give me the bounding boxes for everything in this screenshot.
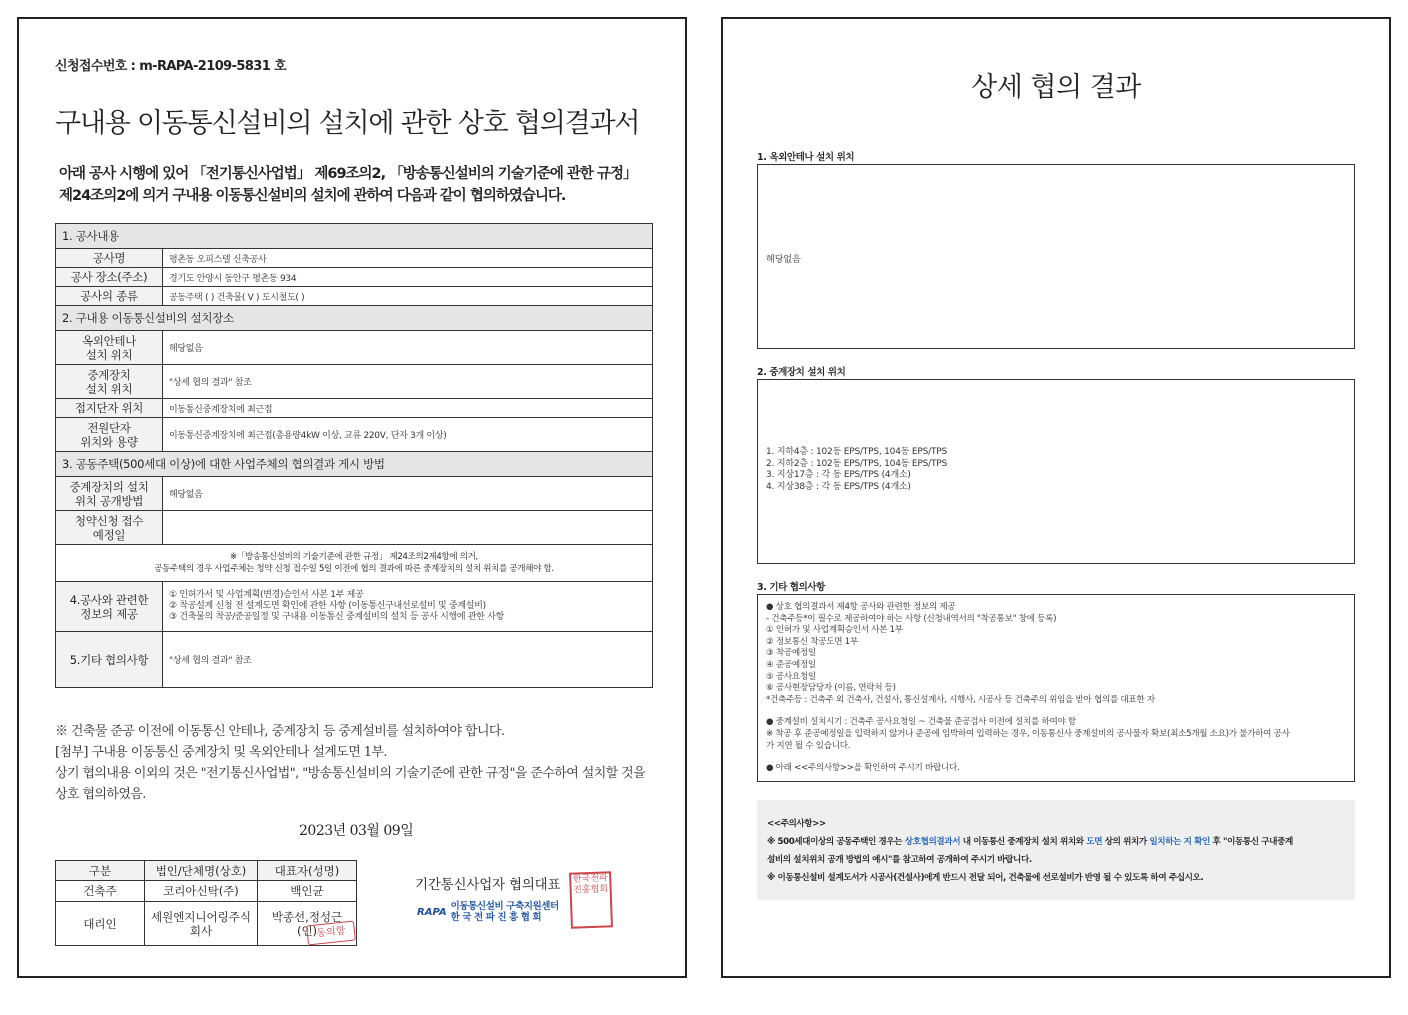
notice-highlight: 상호협의결과서 — [904, 837, 961, 847]
registration-number: 신청접수번호 : m-RAPA-2109-5831 호 — [55, 59, 287, 74]
subscription-label — [56, 511, 163, 545]
section-3-header: 3. 공동주택(500세대 이상)에 대한 사업주체의 협의결과 게시 방법 — [56, 452, 653, 477]
antenna-box — [757, 164, 1355, 349]
other-line: *건축주등 : 건축주 외 건축사, 건설사, 통신설계사, 시행사, 시공사 등 건축주의 위임을 받아 협의를 대표한 자 — [766, 694, 1155, 705]
other-line: ● 중계설비 설치시기 : 건축주 공사요청일 ~ 건축물 준공검사 이전에 설치를 하여야 함 — [766, 717, 1076, 728]
other-line: ※ 착공 후 준공예정일을 입력하지 않거나 준공에 임박하여 입력하는 경우, 이동통신사 중계설비의 공사물자 확보(최소5개월 소요)가 불가하여 공사 — [766, 728, 1290, 739]
agreement-form-page — [17, 17, 687, 978]
carrier-representative: 기간통신사업자 협의대표 — [415, 877, 561, 893]
info-item-2: ② 착공설계 신청 전 설계도면 확인에 관한 사항 (이동통신구내선로설비 및 중계설비) — [169, 601, 486, 611]
closing-line-4: 상호 협의하였음. — [55, 787, 146, 802]
other-line: ● 아래 <<주의사항>>을 확인하여 주시기 바랍니다. — [766, 763, 960, 774]
relay-lines — [766, 447, 947, 493]
subscription-value — [163, 511, 653, 545]
notice-line-2: 설비의 설치위치 공개 방법의 예시"를 참고하여 공개하여 주시기 바랍니다. — [767, 855, 1032, 865]
disclose-value: 해당없음 — [163, 477, 653, 511]
power-label — [56, 418, 163, 452]
disclose-label-line-2: 위치 공개방법 — [74, 493, 144, 508]
info-value — [163, 582, 653, 632]
disclose-label-line-1: 중계장치의 설치 — [69, 479, 149, 494]
detail-title: 상세 협의 결과 — [971, 72, 1141, 103]
intro-paragraph — [59, 163, 659, 207]
regulation-note-line-2: 공동주택의 경우 사업주체는 청약 신청 접수일 5일 이전에 협의 결과에 따른 중계장치의 설치 위치를 공개해야 함. — [154, 564, 554, 574]
regulation-note — [56, 545, 653, 582]
relay-line: 1. 지하4층 : 102동 EPS/TPS, 104동 EPS/TPS — [766, 447, 947, 457]
type-label: 공사의 종류 — [56, 287, 163, 306]
relay-line: 2. 지하2층 : 102동 EPS/TPS, 104동 EPS/TPS — [766, 458, 947, 469]
official-seal: 한국전파진흥협회 — [569, 871, 613, 928]
power-label-line-2: 위치와 용량 — [80, 434, 138, 449]
notice-line-3: ※ 이동통신설비 설계도서가 시공사(건설사)에게 반드시 전달 되어, 건축물에 선로설비가 반영 될 수 있도록 하여 주십시오. — [767, 873, 1204, 883]
agent-rep-line-2: (인) — [296, 923, 318, 938]
section-2-header: 2. 구내용 이동통신설비의 설치장소 — [56, 306, 653, 331]
closing-line-1: ※ 건축물 준공 이전에 이동통신 안테나, 중계장치 등 중계설비를 설치하여야 합니다. — [55, 724, 505, 739]
notice-text: ※ 500세대이상의 공동주택인 경우는 — [767, 837, 905, 847]
relay-heading: 2. 중계장치 설치 위치 — [757, 367, 846, 378]
other-line: ⑤ 공사요청일 — [766, 671, 816, 682]
info-label-line-2: 정보의 제공 — [80, 606, 138, 621]
other-line: ③ 착공예정일 — [766, 648, 816, 659]
antenna-label-line-1: 옥외안테나 — [81, 333, 137, 348]
rapa-logo: RAPA — [417, 906, 447, 918]
owner-role: 건축주 — [56, 881, 145, 902]
other-line: - 건축주등*이 필수로 제공하여야 하는 사항 (신청내역서의 "착공통보" 창에 등록) — [766, 613, 1057, 624]
subscription-label-line-1: 청약신청 접수 — [74, 513, 144, 528]
ground-label: 접지단자 위치 — [56, 399, 163, 418]
agreement-date: 2023년 03월 09일 — [299, 823, 414, 839]
antenna-label — [56, 331, 163, 365]
rapa-name — [451, 901, 559, 923]
owner-corp: 코리아신탁(주) — [145, 881, 258, 902]
type-value: 공동주택 ( ) 건축물( V ) 도시철도( ) — [163, 287, 653, 306]
power-label-line-1: 전원단자 — [87, 420, 131, 435]
other-value: "상세 협의 결과" 참조 — [163, 632, 653, 688]
relay-box — [757, 379, 1355, 564]
agent-corp-line-2: 회사 — [189, 923, 213, 938]
relay-value: "상세 협의 결과" 참조 — [163, 365, 653, 399]
notice-text: 후 "이동통신 구내중계 — [1209, 837, 1293, 847]
notice-text: 상의 위치가 — [1102, 837, 1150, 847]
info-item-1: ① 인허가서 및 사업계획(변경)승인서 사본 1부 제공 — [169, 590, 364, 600]
project-name-value: 평촌동 오피스텔 신축공사 — [163, 249, 653, 268]
sign-header-corp: 법인/단체명(상호) — [145, 861, 258, 881]
agree-stamp: 동의함 — [306, 921, 356, 946]
notice-title: <<주의사항>> — [767, 819, 826, 829]
antenna-box-text: 해당없음 — [766, 255, 801, 265]
sign-header-type: 구분 — [56, 861, 145, 881]
agent-corp — [145, 902, 258, 946]
caution-notice — [757, 800, 1355, 900]
ground-value: 이동통신중계장치에 최근접 — [163, 399, 653, 418]
other-label: 5.기타 협의사항 — [56, 632, 163, 688]
subscription-label-line-2: 예정일 — [92, 527, 126, 542]
relay-line: 4. 지상38층 : 각 동 EPS/TPS (4개소) — [766, 481, 911, 492]
agent-corp-line-1: 세원엔지니어링주식 — [151, 909, 251, 924]
antenna-value: 해당없음 — [163, 331, 653, 365]
other-line — [766, 706, 1346, 717]
other-line: ④ 준공예정일 — [766, 659, 816, 670]
other-line: 가 지연 될 수 있습니다. — [766, 740, 851, 751]
antenna-label-line-2: 설치 위치 — [85, 347, 133, 362]
notice-highlight: 일치하는 지 확인 — [1149, 837, 1210, 847]
notice-highlight: 도면 — [1086, 837, 1103, 847]
antenna-heading: 1. 옥외안테나 설치 위치 — [757, 152, 855, 163]
power-value: 이동통신중계장치에 최근접(총용량4kW 이상, 교류 220V, 단자 3개 이상) — [163, 418, 653, 452]
agent-role: 대리인 — [56, 902, 145, 946]
detailed-result-page — [721, 17, 1391, 978]
relay-label-line-1: 중계장치 — [87, 367, 131, 382]
closing-line-2: [첨부] 구내용 이동통신 중계장치 및 옥외안테나 설계도면 1부. — [55, 745, 387, 760]
other-heading: 3. 기타 협의사항 — [757, 582, 825, 593]
relay-label — [56, 365, 163, 399]
other-line: ① 인허가 및 사업계획승인서 사본 1부 — [766, 625, 903, 636]
rapa-line-2: 한 국 전 파 진 흥 협 회 — [450, 912, 542, 923]
other-box — [757, 594, 1355, 782]
intro-line-2: 제24조의2에 의거 구내용 이동통신설비의 설치에 관하여 다음과 같이 협의하였습니다. — [59, 188, 566, 204]
project-name-label: 공사명 — [56, 249, 163, 268]
closing-line-3: 상기 협의내용 이외의 것은 "전기통신사업법", "방송통신설비의 기술기준에 관한 규정"을 준수하여 설치할 것을 — [55, 766, 646, 781]
info-item-3: ③ 건축물의 착공/준공일정 및 구내용 이동통신 중계설비의 설치 등 공사 시행에 관한 사항 — [169, 612, 505, 622]
rapa-line-1: 이동통신설비 구축지원센터 — [450, 901, 559, 912]
disclose-label — [56, 477, 163, 511]
other-line: ● 상호 협의결과서 제4항 공사와 관련한 정보의 제공 — [766, 602, 956, 612]
info-label — [56, 582, 163, 632]
other-line: ⑥ 공사현장담당자 (이름, 연락처 등) — [766, 683, 896, 694]
location-value: 경기도 안양시 동안구 평촌동 934 — [163, 268, 653, 287]
agreement-table — [55, 223, 653, 688]
notice-text: 내 이동통신 중계장치 설치 위치와 — [960, 837, 1087, 847]
closing-paragraph — [55, 721, 665, 805]
intro-line-1: 아래 공사 시행에 있어 「전기통신사업법」 제69조의2, 「방송통신설비의 기술기준에 관한 규정」 — [59, 166, 637, 182]
notice-line-1 — [767, 833, 1345, 851]
regulation-note-line-1: ※「방송통신설비의 기술기준에 관한 규정」 제24조의2제4항에 의거, — [230, 552, 478, 562]
document-title: 구내용 이동통신설비의 설치에 관한 상호 협의결과서 — [55, 108, 640, 139]
relay-label-line-2: 설치 위치 — [85, 381, 133, 396]
section-1-header: 1. 공사내용 — [56, 224, 653, 249]
location-label: 공사 장소(주소) — [56, 268, 163, 287]
other-line — [766, 752, 1346, 763]
owner-rep: 백인균 — [258, 881, 357, 902]
rapa-logo-block — [417, 901, 559, 923]
relay-line: 3. 지상17층 : 각 동 EPS/TPS (4개소) — [766, 470, 911, 480]
info-label-line-1: 4.공사와 관련한 — [69, 592, 149, 607]
sign-header-rep: 대표자(성명) — [258, 861, 357, 881]
other-line: ② 정보통신 착공도면 1부 — [766, 636, 858, 647]
agent-rep-line-1: 박종선,정성근 — [271, 909, 343, 924]
